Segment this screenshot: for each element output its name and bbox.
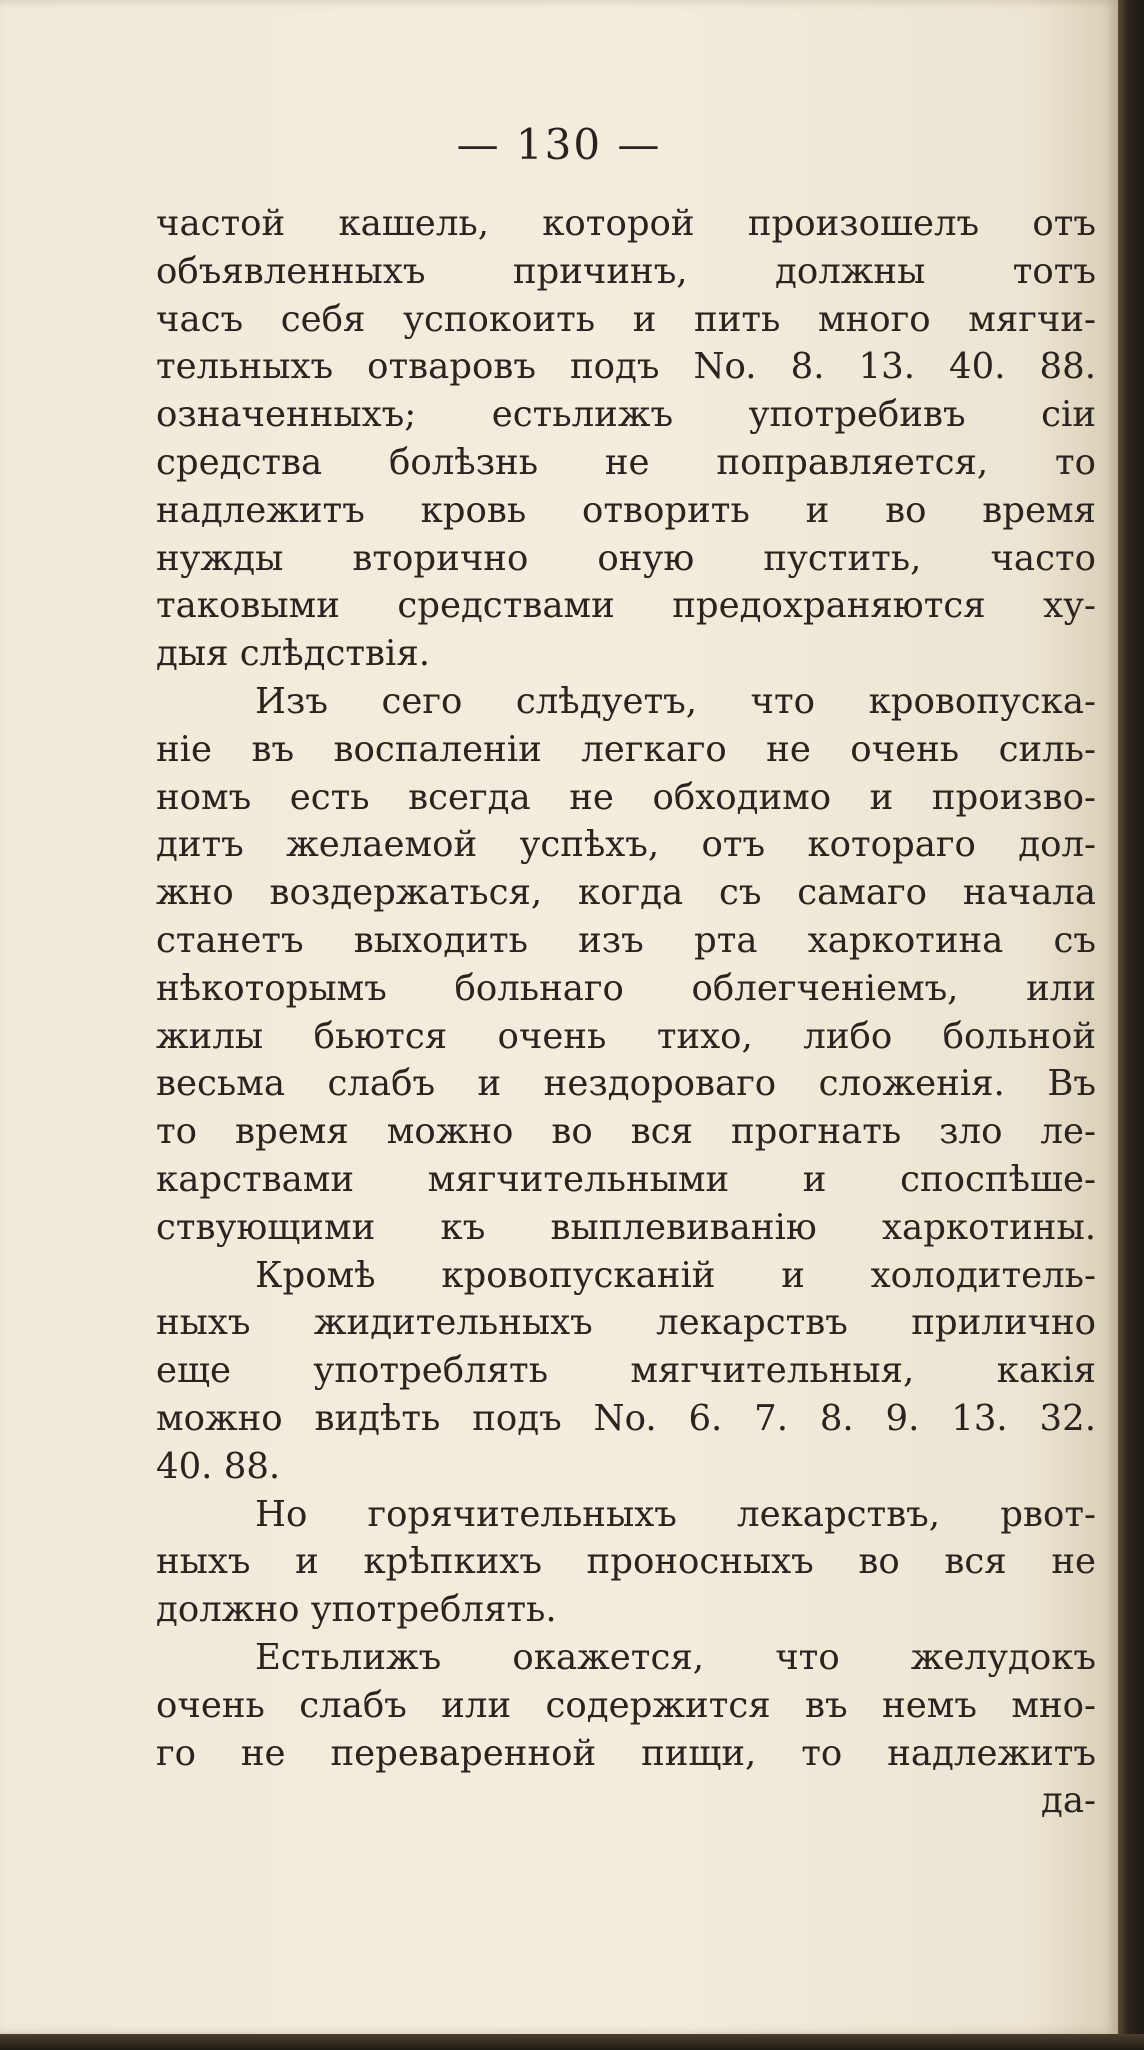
- page-number: — 130 —: [456, 120, 662, 169]
- text-line: ныхъ жидительныхъ лекарствъ прилично: [156, 1302, 1096, 1344]
- text-line: часъ себя успокоить и пить много мягчи-: [156, 298, 1096, 340]
- text-line: 40. 88.: [156, 1445, 281, 1487]
- text-line: частой кашель, которой произошелъ отъ: [156, 203, 1096, 244]
- text-line: можно видѣть подъ No. 6. 7. 8. 9. 13. 32.: [156, 1397, 1096, 1439]
- text-line: средства болѣзнь не поправляется, то: [156, 441, 1096, 483]
- book-edge-right: [1118, 0, 1144, 2050]
- text-line: тельныхъ отваровъ подъ No. 8. 13. 40. 88.: [156, 346, 1096, 388]
- text-line: жно воздержаться, когда съ самаго начала: [156, 872, 1096, 914]
- paragraph-start-line: Кромѣ кровопусканій и холодитель-: [255, 1254, 1096, 1296]
- text-line: дитъ желаемой успѣхъ, отъ котораго дол-: [156, 824, 1096, 866]
- text-line: таковыми средствами предохраняются ху-: [156, 585, 1096, 627]
- text-line: надлежитъ кровь отворить и во время: [156, 489, 1096, 531]
- text-line: ніе въ воспаленіи легкаго не очень силь-: [156, 728, 1096, 770]
- catchword: да-: [1040, 1780, 1096, 1822]
- text-line: номъ есть всегда не обходимо и произво-: [156, 776, 1096, 818]
- text-line: очень слабъ или содержится въ немъ мно-: [156, 1684, 1096, 1726]
- text-line: ныхъ и крѣпкихъ проносныхъ во вся не: [156, 1541, 1096, 1583]
- text-line: нѣкоторымъ больнаго облегченіемъ, или: [156, 967, 1096, 1009]
- paragraph-start-line: Естьлижъ окажется, что желудокъ: [255, 1636, 1096, 1678]
- text-line: станетъ выходить изъ рта харкотина съ: [156, 919, 1096, 961]
- paragraph-start-line: Изъ сего слѣдуетъ, что кровопуска-: [255, 680, 1096, 722]
- text-line: го не переваренной пищи, то надлежитъ: [156, 1732, 1096, 1774]
- text-line: жилы бьются очень тихо, либо больной: [156, 1015, 1096, 1057]
- text-line: должно употреблять.: [156, 1589, 557, 1631]
- text-line: означенныхъ; естьлижъ употребивъ сіи: [156, 394, 1096, 436]
- text-line: объявленныхъ причинъ, должны тотъ: [156, 250, 1096, 292]
- text-line: карствами мягчительными и споспѣше-: [156, 1158, 1096, 1200]
- body-text: [156, 200, 1096, 1825]
- text-line: то время можно во вся прогнать зло ле-: [156, 1111, 1096, 1153]
- text-line: весьма слабъ и нездороваго сложенія. Въ: [156, 1063, 1096, 1105]
- text-line: нужды вторично оную пустить, часто: [156, 537, 1096, 579]
- text-line: дыя слѣдствія.: [156, 633, 431, 675]
- text-line: еще употреблять мягчительныя, какія: [156, 1350, 1096, 1392]
- paragraph-start-line: Но горячительныхъ лекарствъ, рвот-: [255, 1493, 1096, 1535]
- book-edge-bottom: [0, 2034, 1144, 2050]
- text-line: ствующими къ выплевиванію харкотины.: [156, 1206, 1096, 1248]
